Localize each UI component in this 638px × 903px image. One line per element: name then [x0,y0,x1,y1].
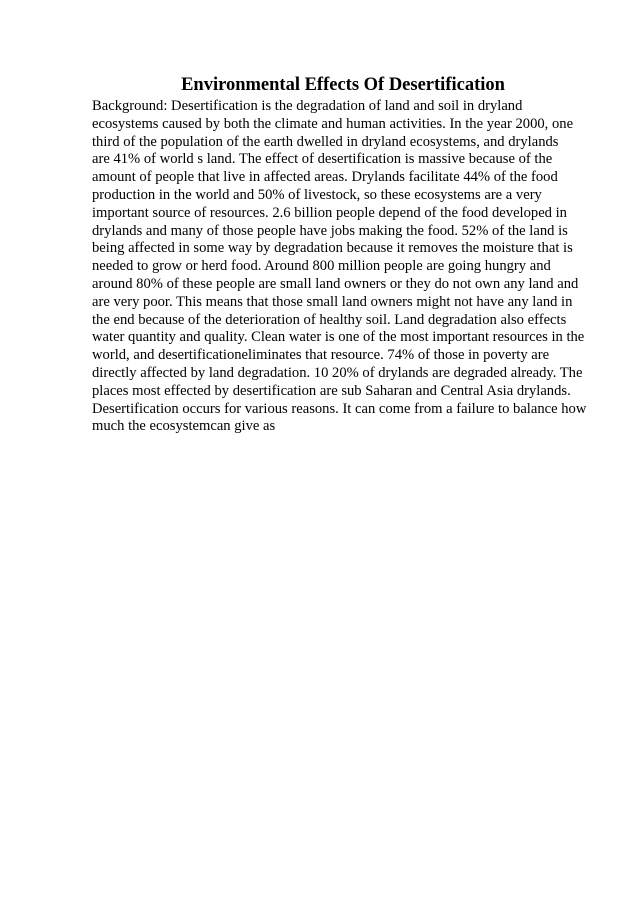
paragraph-line: ecosystems caused by both the climate and human activities. In the year 2000, one [92,115,574,132]
document-title: Environmental Effects Of Desertification [181,75,505,96]
paragraph-line: Desertification occurs for various reasons. It can come from a failure to balance how [92,400,587,417]
paragraph-line: around 80% of these people are small land owners or they do not own any land and [92,275,579,292]
paragraph-line: are very poor. This means that those small land owners might not have any land in [92,293,573,310]
paragraph-line: are 41% of world s land. The effect of desertification is massive because of the [92,151,553,168]
paragraph-line: drylands and many of those people have jobs making the food. 52% of the land is [92,222,568,239]
paragraph-line: water quantity and quality. Clean water is one of the most important resources in the [92,329,585,346]
body-paragraph [92,98,592,436]
paragraph-line: Background: Desertification is the degradation of land and soil in dryland [92,98,523,114]
paragraph-line: needed to grow or herd food. Around 800 million people are going hungry and [92,258,551,275]
paragraph-line: world, and desertificationeliminates that resource. 74% of those in poverty are [92,347,550,364]
paragraph-line: much the ecosystemcan give as [92,418,276,435]
paragraph-line: important source of resources. 2.6 billion people depend of the food developed in [92,204,567,221]
paragraph-line: directly affected by land degradation. 10 20% of drylands are degraded already. The [92,364,583,381]
paragraph-line: amount of people that live in affected areas. Drylands facilitate 44% of the food [92,169,558,186]
paragraph-line: being affected in some way by degradation because it removes the moisture that is [92,240,573,257]
paragraph-line: the end because of the deterioration of healthy soil. Land degradation also effects [92,311,567,328]
paragraph-line: third of the population of the earth dwelled in dryland ecosystems, and drylands [92,133,559,150]
paragraph-line: places most effected by desertification are sub Saharan and Central Asia drylands. [92,382,571,399]
paragraph-line: production in the world and 50% of livestock, so these ecosystems are a very [92,186,542,203]
